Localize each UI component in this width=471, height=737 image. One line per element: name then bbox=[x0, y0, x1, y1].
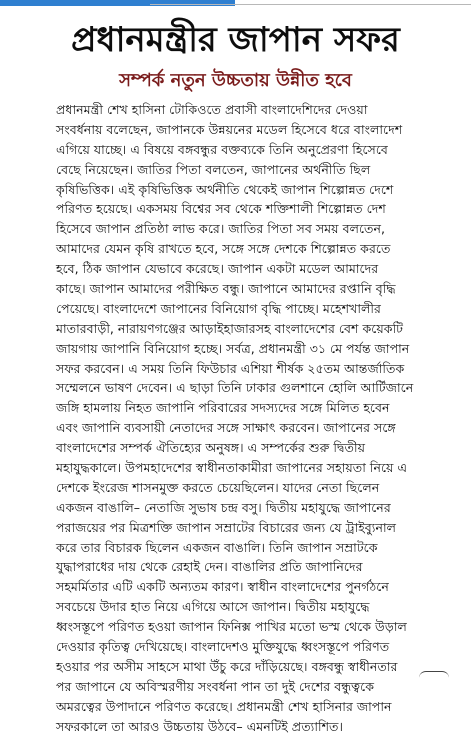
body-line: সহমর্মিতার এটি একটি অন্যতম কারণ। স্বাধীন বাংলাদেশের পুনর্গঠনে bbox=[56, 579, 389, 595]
body-line: পর জাপানে যে অবিস্মরণীয় সংবর্ধনা পান তা দুই দেশের বন্ধুত্বকে bbox=[56, 678, 375, 694]
body-line: কাছে। জাপান আমাদের পরীক্ষিত বন্ধু। জাপানে আমাদের রপ্তানি বৃদ্ধি bbox=[56, 281, 396, 297]
body-line: সংবর্ধনায় বলেছেন, জাপানকে উন্নয়নের মডেল হিসেবে ধরে বাংলাদেশ bbox=[56, 121, 403, 137]
body-line: আমাদের যেমন কৃষি রাখতে হবে, সঙ্গে সঙ্গে দেশকে শিল্পোন্নত করতে bbox=[56, 241, 391, 257]
article-body bbox=[56, 100, 463, 734]
body-line: মহাযুদ্ধকালে। উপমহাদেশের স্বাধীনতাকামীরা জাপানের সহায়তা নিয়ে এ bbox=[56, 460, 408, 476]
body-line: কৃষিভিত্তিক। এই কৃষিভিত্তিক অর্থনীতি থেকেই জাপান শিল্পোন্নত দেশে bbox=[56, 181, 394, 197]
body-line: করে তার বিচারক ছিলেন একজন বাঙালি। তিনি জাপান সম্রাটকে bbox=[56, 539, 378, 555]
body-line: হওয়ার পর অসীম সাহসে মাথা উঁচু করে দাঁড়িয়েছে। বঙ্গবন্ধু স্বাধীনতার bbox=[56, 658, 398, 674]
left-margin bbox=[0, 100, 52, 670]
body-line: এগিয়ে যাচ্ছে। এ বিষয়ে বঙ্গবন্ধুর বক্তব্যকে তিনি অনুপ্রেরণা হিসেবে bbox=[56, 141, 388, 157]
header-divider bbox=[150, 4, 471, 5]
body-line: বেছে নিয়েছেন। জাতির পিতা বলতেন, জাপানের অর্থনীতি ছিল bbox=[56, 161, 371, 177]
body-line: হিসেবে জাপান প্রতিষ্ঠা লাভ করে। জাতির পিতা সব সময় বলতেন, bbox=[56, 221, 385, 237]
body-line: জায়গায় জাপানি বিনিয়োগ হচ্ছে। সর্বত্র, প্রধানমন্ত্রী ৩১ মে পর্যন্ত জাপান bbox=[56, 340, 410, 356]
body-line: মাতারবাড়ী, নারায়ণগঞ্জের আড়াইহাজারসহ বাংলাদেশের বেশ কয়েকটি bbox=[56, 320, 404, 336]
body-line: সফর করবেন। এ সময় তিনি ফিউচার এশিয়া শীর্ষক ২৫তম আন্তর্জাতিক bbox=[56, 360, 405, 376]
top-rule bbox=[0, 0, 471, 14]
body-line: পরিণত হয়েছে। একসময় বিশ্বের সব থেকে শক্তিশালী শিল্পোন্নত দেশ bbox=[56, 201, 386, 217]
body-line: একজন বাঙালি– নেতাজি সুভাষ চন্দ্র বসু। দ্বিতীয় মহাযুদ্ধে জাপানের bbox=[56, 499, 391, 515]
body-line: এবং জাপানি ব্যবসায়ী নেতাদের সঙ্গে সাক্ষাৎ করবেন। জাপানের সঙ্গে bbox=[56, 420, 396, 436]
body-line: দেওয়ার কৃতিত্ব দেখিয়েছে। বাংলাদেশও মুক্তিযুদ্ধে ধ্বংসস্তূপে পরিণত bbox=[56, 639, 390, 655]
page-edge-mark bbox=[419, 671, 449, 678]
body-line: দেশকে ইংরেজ শাসনমুক্ত করতে চেয়েছিলেন। যাদের নেতা ছিলেন bbox=[56, 479, 380, 495]
body-line: অমরত্বের উপাদানে পরিণত করেছে। প্রধানমন্ত্রী শেখ হাসিনার জাপান bbox=[56, 698, 392, 714]
subheading: সম্পর্ক নতুন উচ্চতায় উন্নীত হবে bbox=[119, 70, 352, 91]
body-line: সফরকালে তা আরও উচ্চতায় উঠবে– এমনটিই প্রত্যাশিত। bbox=[56, 718, 343, 734]
body-line: পেয়েছে। বাংলাদেশে জাপানের বিনিয়োগ বৃদ্ধি পাচ্ছে। মহেশখালীর bbox=[56, 300, 381, 316]
accent-bar bbox=[0, 0, 235, 6]
headline: প্রধানমন্ত্রীর জাপান সফর bbox=[71, 20, 400, 60]
body-line: জঙ্গি হামলায় নিহত জাপানি পরিবারের সদস্যদের সঙ্গে মিলিত হবেন bbox=[56, 400, 390, 416]
body-line: সবচেয়ে উদার হাত নিয়ে এগিয়ে আসে জাপান। দ্বিতীয় মহাযুদ্ধে bbox=[56, 599, 370, 615]
body-line: ধ্বংসস্তূপে পরিণত হওয়া জাপান ফিনিক্স পাখির মতো ভস্ম থেকে উড়াল bbox=[56, 619, 407, 635]
body-line: প্রধানমন্ত্রী শেখ হাসিনা টোকিওতে প্রবাসী বাংলাদেশিদের দেওয়া bbox=[56, 102, 368, 117]
body-line: সম্মেলনে ভাষণ দেবেন। এ ছাড়া তিনি ঢাকার গুলশানে হোলি আর্টিজানে bbox=[56, 380, 414, 396]
body-line: বাংলাদেশের সম্পর্ক ঐতিহ্যের অনুষঙ্গ। এ সম্পর্কের শুরু দ্বিতীয় bbox=[56, 440, 365, 456]
body-line: হবে, ঠিক জাপান যেভাবে করেছে। জাপান একটা মডেল আমাদের bbox=[56, 261, 379, 277]
body-line: যুদ্ধাপরাধের দায় থেকে রেহাই দেন। বাঙালির প্রতি জাপানিদের bbox=[56, 559, 363, 575]
body-line: পরাজয়ের পর মিত্রশক্তি জাপান সম্রাটের বিচারের জন্য যে ট্রাইব্যুনাল bbox=[56, 519, 397, 535]
